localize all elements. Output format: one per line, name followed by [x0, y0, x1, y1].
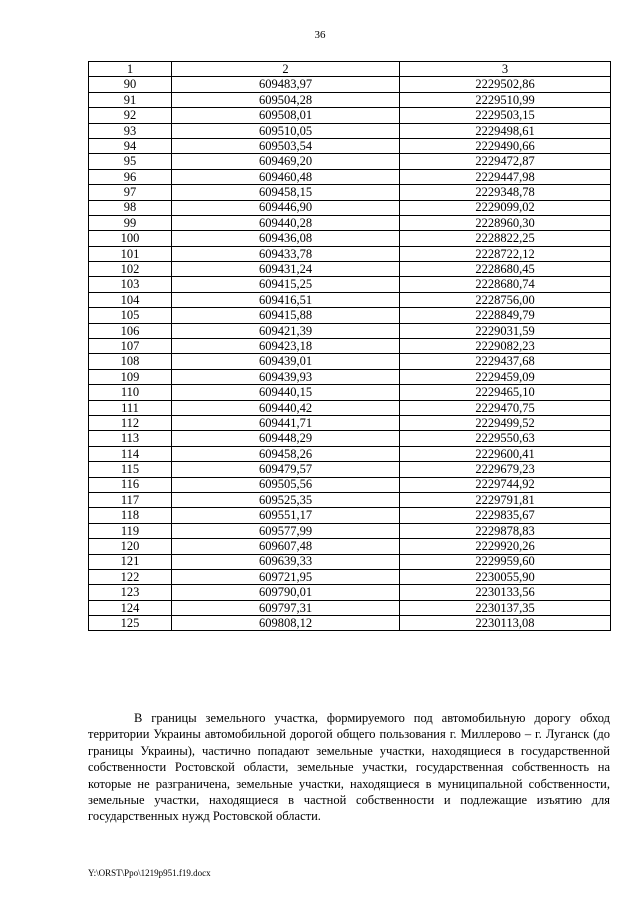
table-row: [89, 385, 611, 400]
point-number-cell: 115: [89, 462, 172, 477]
x-coordinate-cell: 609439,93: [172, 369, 400, 384]
point-number-cell: 109: [89, 369, 172, 384]
y-coordinate-cell: 2229490,66: [400, 138, 611, 153]
coordinates-table: [88, 61, 611, 631]
point-number-cell: 116: [89, 477, 172, 492]
point-number-cell: 110: [89, 385, 172, 400]
point-number-cell: 100: [89, 231, 172, 246]
point-number-cell: 120: [89, 539, 172, 554]
table-row: [89, 616, 611, 631]
y-coordinate-cell: 2228722,12: [400, 246, 611, 261]
y-coordinate-cell: 2228756,00: [400, 292, 611, 307]
y-coordinate-cell: 2229459,09: [400, 369, 611, 384]
table-row: [89, 215, 611, 230]
x-coordinate-cell: 609458,26: [172, 446, 400, 461]
point-number-cell: 105: [89, 308, 172, 323]
point-number-cell: 101: [89, 246, 172, 261]
table-row: [89, 539, 611, 554]
table-row: [89, 477, 611, 492]
table-row: [89, 154, 611, 169]
y-coordinate-cell: 2229099,02: [400, 200, 611, 215]
x-coordinate-cell: 609433,78: [172, 246, 400, 261]
x-coordinate-cell: 609790,01: [172, 585, 400, 600]
column-header-y: 3: [400, 62, 611, 77]
x-coordinate-cell: 609721,95: [172, 569, 400, 584]
point-number-cell: 123: [89, 585, 172, 600]
point-number-cell: 121: [89, 554, 172, 569]
table-row: [89, 323, 611, 338]
point-number-cell: 95: [89, 154, 172, 169]
table-row: [89, 600, 611, 615]
point-number-cell: 96: [89, 169, 172, 184]
x-coordinate-cell: 609525,35: [172, 492, 400, 507]
table-row: [89, 369, 611, 384]
point-number-cell: 113: [89, 431, 172, 446]
table-row: [89, 138, 611, 153]
x-coordinate-cell: 609460,48: [172, 169, 400, 184]
point-number-cell: 114: [89, 446, 172, 461]
point-number-cell: 97: [89, 185, 172, 200]
table-row: [89, 169, 611, 184]
table-row: [89, 462, 611, 477]
x-coordinate-cell: 609415,88: [172, 308, 400, 323]
y-coordinate-cell: 2230055,90: [400, 569, 611, 584]
body-paragraph: В границы земельного участка, формируемого под автомобильную дорогу обход территории Украины автомобильной дорогой общего пользования г. Миллерово – г. Луганск (до границы Украины), частично попадают земельные участки, находящиеся в государственной собственности Ростовской области, земельные участки, государственная собственность на которые не разграничена, земельные участки, находящиеся в муниципальной собственности, земельные участки, находящиеся в частной собственности и подлежащие изъятию для государственных нужд Ростовской области.: [88, 711, 610, 824]
y-coordinate-cell: 2229503,15: [400, 108, 611, 123]
x-coordinate-cell: 609441,71: [172, 415, 400, 430]
table-row: [89, 400, 611, 415]
table-row: [89, 308, 611, 323]
column-header-point: 1: [89, 62, 172, 77]
table-row: [89, 231, 611, 246]
x-coordinate-cell: 609458,15: [172, 185, 400, 200]
point-number-cell: 93: [89, 123, 172, 138]
table-header-row: [89, 62, 611, 77]
point-number-cell: 122: [89, 569, 172, 584]
point-number-cell: 92: [89, 108, 172, 123]
x-coordinate-cell: 609510,05: [172, 123, 400, 138]
y-coordinate-cell: 2229498,61: [400, 123, 611, 138]
point-number-cell: 124: [89, 600, 172, 615]
y-coordinate-cell: 2229791,81: [400, 492, 611, 507]
y-coordinate-cell: 2229679,23: [400, 462, 611, 477]
point-number-cell: 99: [89, 215, 172, 230]
x-coordinate-cell: 609505,56: [172, 477, 400, 492]
table-row: [89, 123, 611, 138]
point-number-cell: 118: [89, 508, 172, 523]
x-coordinate-cell: 609436,08: [172, 231, 400, 246]
y-coordinate-cell: 2229472,87: [400, 154, 611, 169]
file-path-footer: Y:\ORST\Ppo\1219p951.f19.docx: [88, 868, 211, 878]
x-coordinate-cell: 609808,12: [172, 616, 400, 631]
x-coordinate-cell: 609504,28: [172, 92, 400, 107]
table-row: [89, 77, 611, 92]
x-coordinate-cell: 609483,97: [172, 77, 400, 92]
x-coordinate-cell: 609551,17: [172, 508, 400, 523]
table-row: [89, 508, 611, 523]
table-row: [89, 262, 611, 277]
y-coordinate-cell: 2228680,45: [400, 262, 611, 277]
table-body: [89, 77, 611, 631]
x-coordinate-cell: 609479,57: [172, 462, 400, 477]
table-row: [89, 415, 611, 430]
y-coordinate-cell: 2228680,74: [400, 277, 611, 292]
x-coordinate-cell: 609415,25: [172, 277, 400, 292]
point-number-cell: 91: [89, 92, 172, 107]
x-coordinate-cell: 609440,28: [172, 215, 400, 230]
table-row: [89, 200, 611, 215]
table-row: [89, 523, 611, 538]
y-coordinate-cell: 2230137,35: [400, 600, 611, 615]
point-number-cell: 111: [89, 400, 172, 415]
x-coordinate-cell: 609508,01: [172, 108, 400, 123]
x-coordinate-cell: 609440,42: [172, 400, 400, 415]
x-coordinate-cell: 609439,01: [172, 354, 400, 369]
page-number: 36: [314, 29, 326, 41]
table-row: [89, 354, 611, 369]
y-coordinate-cell: 2230133,56: [400, 585, 611, 600]
x-coordinate-cell: 609416,51: [172, 292, 400, 307]
table-row: [89, 569, 611, 584]
y-coordinate-cell: 2228849,79: [400, 308, 611, 323]
table-row: [89, 292, 611, 307]
table-row: [89, 554, 611, 569]
x-coordinate-cell: 609423,18: [172, 339, 400, 354]
y-coordinate-cell: 2229920,26: [400, 539, 611, 554]
point-number-cell: 112: [89, 415, 172, 430]
y-coordinate-cell: 2230113,08: [400, 616, 611, 631]
point-number-cell: 104: [89, 292, 172, 307]
point-number-cell: 107: [89, 339, 172, 354]
y-coordinate-cell: 2228822,25: [400, 231, 611, 246]
y-coordinate-cell: 2229082,23: [400, 339, 611, 354]
x-coordinate-cell: 609639,33: [172, 554, 400, 569]
table-row: [89, 277, 611, 292]
x-coordinate-cell: 609503,54: [172, 138, 400, 153]
y-coordinate-cell: 2229437,68: [400, 354, 611, 369]
column-header-x: 2: [172, 62, 400, 77]
point-number-cell: 119: [89, 523, 172, 538]
table-row: [89, 446, 611, 461]
point-number-cell: 102: [89, 262, 172, 277]
y-coordinate-cell: 2229502,86: [400, 77, 611, 92]
y-coordinate-cell: 2229878,83: [400, 523, 611, 538]
y-coordinate-cell: 2229510,99: [400, 92, 611, 107]
table-row: [89, 185, 611, 200]
y-coordinate-cell: 2229470,75: [400, 400, 611, 415]
y-coordinate-cell: 2229348,78: [400, 185, 611, 200]
table-row: [89, 585, 611, 600]
point-number-cell: 117: [89, 492, 172, 507]
table-row: [89, 339, 611, 354]
x-coordinate-cell: 609448,29: [172, 431, 400, 446]
y-coordinate-cell: 2229744,92: [400, 477, 611, 492]
point-number-cell: 106: [89, 323, 172, 338]
point-number-cell: 90: [89, 77, 172, 92]
y-coordinate-cell: 2229959,60: [400, 554, 611, 569]
point-number-cell: 98: [89, 200, 172, 215]
x-coordinate-cell: 609797,31: [172, 600, 400, 615]
table-row: [89, 492, 611, 507]
point-number-cell: 94: [89, 138, 172, 153]
table-row: [89, 92, 611, 107]
y-coordinate-cell: 2229499,52: [400, 415, 611, 430]
y-coordinate-cell: 2229031,59: [400, 323, 611, 338]
table-row: [89, 431, 611, 446]
y-coordinate-cell: 2228960,30: [400, 215, 611, 230]
x-coordinate-cell: 609421,39: [172, 323, 400, 338]
point-number-cell: 103: [89, 277, 172, 292]
table-row: [89, 108, 611, 123]
y-coordinate-cell: 2229447,98: [400, 169, 611, 184]
table-row: [89, 246, 611, 261]
x-coordinate-cell: 609446,90: [172, 200, 400, 215]
x-coordinate-cell: 609577,99: [172, 523, 400, 538]
y-coordinate-cell: 2229465,10: [400, 385, 611, 400]
y-coordinate-cell: 2229835,67: [400, 508, 611, 523]
y-coordinate-cell: 2229600,41: [400, 446, 611, 461]
point-number-cell: 125: [89, 616, 172, 631]
x-coordinate-cell: 609440,15: [172, 385, 400, 400]
x-coordinate-cell: 609431,24: [172, 262, 400, 277]
x-coordinate-cell: 609469,20: [172, 154, 400, 169]
y-coordinate-cell: 2229550,63: [400, 431, 611, 446]
x-coordinate-cell: 609607,48: [172, 539, 400, 554]
point-number-cell: 108: [89, 354, 172, 369]
